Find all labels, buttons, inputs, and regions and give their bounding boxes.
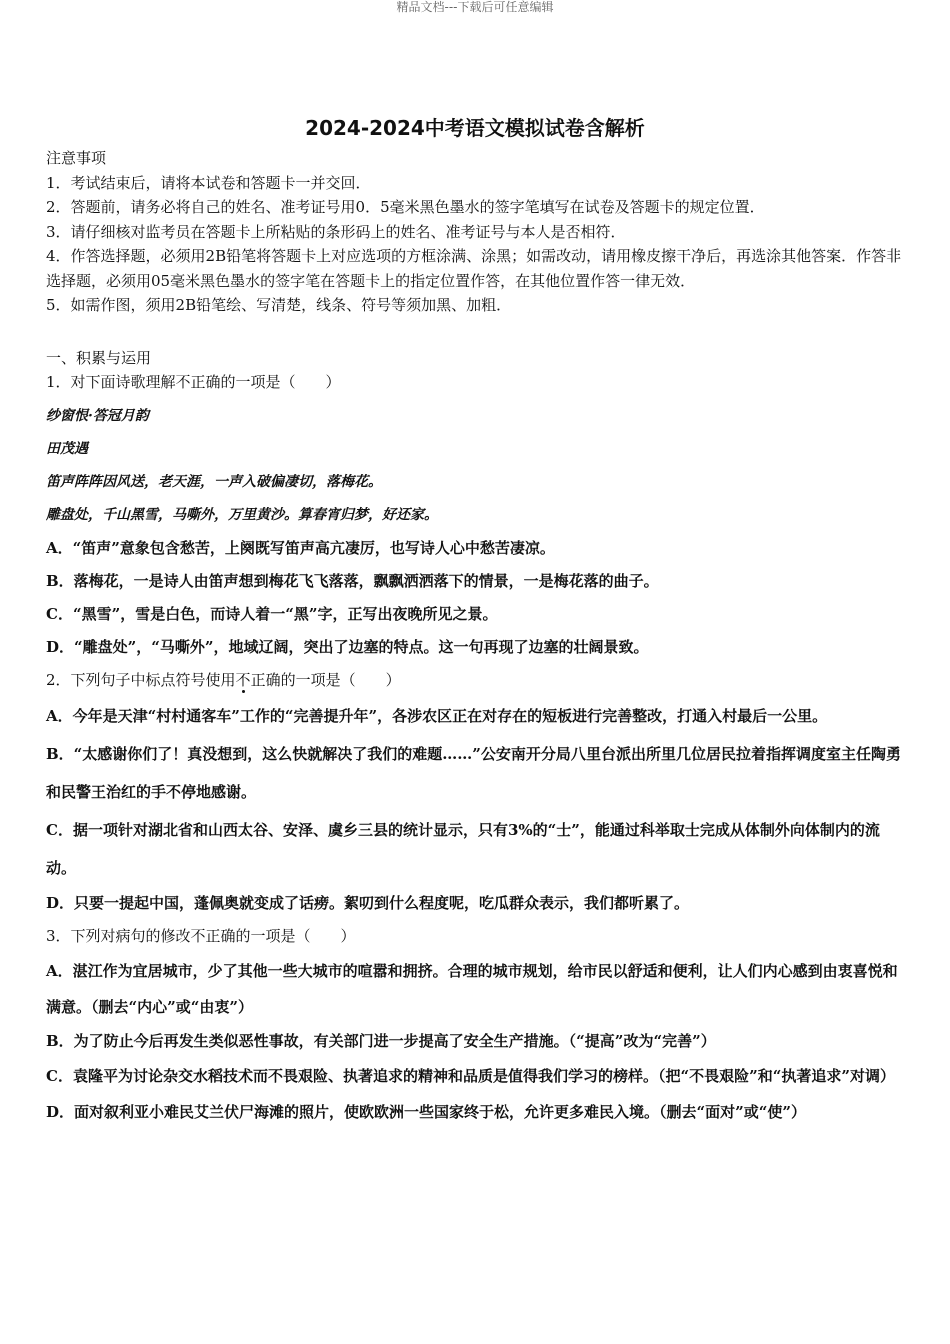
notes-item: 5．如需作图，须用2B铅笔绘、写清楚，线条、符号等须加黑、加粗． [46,296,512,314]
notes-block [46,146,904,318]
option-d: D．面对叙利亚小难民艾兰伏尸海滩的照片，使欧欧洲一些国家终于松，允许更多难民入境。（删去“面对”或“使”） [46,1102,807,1121]
option-c: C．“黑雪”，雪是白色，而诗人着一“黑”字，正写出夜晚所见之景。 [46,604,498,623]
poem-title: 纱窗恨·答冠月韵 [46,407,149,424]
option-a: A．“笛声”意象包含愁苦，上阕既写笛声高亢凄厉，也写诗人心中愁苦凄凉。 [46,538,555,557]
poem-line: 笛声阵阵因风送，老天涯，一声入破偏凄切，落梅花。 [46,473,382,490]
emphasis-char: 不 [235,670,251,689]
notes-item: 3．请仔细核对监考员在答题卡上所粘贴的条形码上的姓名、准考证号与本人是否相符． [46,222,626,241]
option-b: B．“太感谢你们了！真没想到，这么快就解决了我们的难题……”公安南开分局八里台派出所里几位居民拉着指挥调度室主任陶勇和民警王治红的手不停地感谢。 [46,744,901,801]
poem-author: 田茂遇 [46,440,88,457]
notes-heading: 注意事项 [46,149,107,167]
option-d: D．“雕盘处”，“马嘶外”，地域辽阔，突出了边塞的特点。这一句再现了边塞的壮阔景致。 [46,637,649,656]
option-d: D．只要一提起中国，蓬佩奥就变成了话痨。絮叨到什么程度呢，吃瓜群众表示，我们都听累了。 [46,893,690,912]
question-2 [46,664,904,920]
option-a: A．今年是天津“村村通客车”工作的“完善提升年”，各涉农区正在对存在的短板进行完善整改，打通入村最后一公里。 [46,706,828,725]
question-stem [46,664,904,697]
question-1 [46,370,904,664]
notes-item: 1．考试结束后，请将本试卷和答题卡一并交回． [46,173,371,192]
option-b: B．为了防止今后再发生类似恶性事故，有关部门进一步提高了安全生产措施。（“提高”改为“完善”） [46,1031,716,1050]
stem-before: 2．下列句子中标点符号使用 [46,670,236,689]
poem-line: 雕盘处，千山黑雪，马嘶外，万里黄沙。算春宵归梦，好还家。 [46,506,438,523]
document-body [46,146,904,1130]
option-c: C．袁隆平为讨论杂交水稻技术而不畏艰险、执著追求的精神和品质是值得我们学习的榜样。（把“不畏艰险”和“执著追求”对调） [46,1066,895,1085]
stem-after: 正确的一项是（ ） [250,670,401,689]
option-a: A．湛江作为宜居城市，少了其他一些大城市的喧嚣和拥挤。合理的城市规划，给市民以舒适和便利，让人们内心感到由衷喜悦和满意。（删去“内心”或“由衷”） [46,961,898,1016]
question-stem: 3．下列对病句的修改不正确的一项是（ ） [46,926,356,945]
notes-item: 4．作答选择题，必须用2B铅笔将答题卡上对应选项的方框涂满、涂黑；如需改动，请用橡皮擦干净后，再选涂其他答案．作答非选择题，必须用05毫米黑色墨水的签字笔在答题卡上的指定位置作答，在其他位置作答一律无效． [46,247,902,290]
question-3 [46,920,904,1130]
section-heading: 一、积累与运用 [46,348,152,367]
option-b: B．落梅花，一是诗人由笛声想到梅花飞飞落落，飘飘洒洒落下的情景，一是梅花落的曲子。 [46,571,659,590]
question-stem: 1．对下面诗歌理解不正确的一项是（ ） [46,372,341,391]
notes-item: 2．答题前，请务必将自己的姓名、准考证号用0．5毫米黑色墨水的签字笔填写在试卷及答题卡的规定位置． [46,198,765,216]
document-title: 2024-2024中考语文模拟试卷含解析 [305,116,645,140]
option-c: C．据一项针对湖北省和山西太谷、安泽、虞乡三县的统计显示，只有3%的“士”，能通过科举取士完成从体制外向体制内的流动。 [46,820,880,877]
page-header: 精品文档---下载后可任意编辑 [396,0,554,14]
